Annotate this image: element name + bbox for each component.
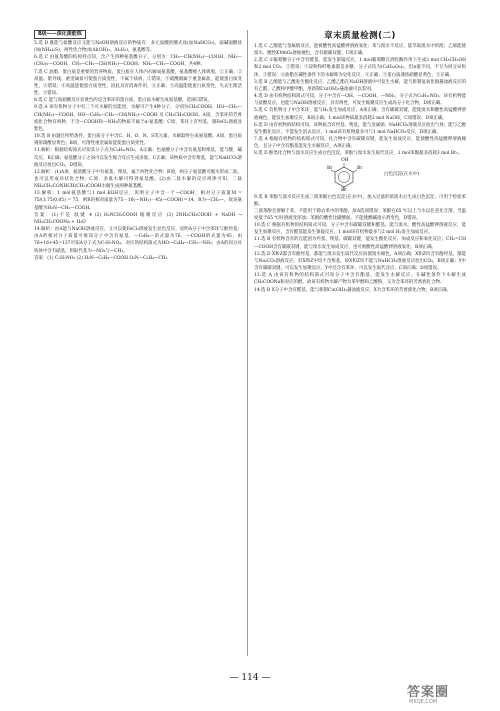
tribromophenol-structure [254, 158, 466, 194]
br-label-right: Br [357, 165, 363, 171]
answer-paragraph: 8.选 C 能与浓硝酸反应显黄色的是含苯环的蛋白质，蛋白质水解生成氨基酸，选项C错误。 [34, 98, 213, 104]
answer-paragraph: 12.解析：(1)A项，氨基酸分子中有氨基、羧基，属于两性化合物；B项，两分子氨基酸可脱水形成二肽，也可以形成环状化合物；C项，多肽水解可得到氨基酸。(2)由二肽水解的反应规律可知，二肽NH₂CH₂CONHCH(CH₃)COOH水解生成两种氨基酸。 [34, 169, 242, 190]
answer-paragraph: 4.选 D 由有机物结构简式可知，分子中含有—OH、—COOH、—NH₂，分子式为C₉H₁₁NO₃，该有机物能与盐酸反应，也能与NaOH溶液反应，具有两性，可发生缩聚反应生成高分子化合物，D项正确。 [254, 94, 466, 107]
left-column [34, 30, 242, 660]
right-column [254, 30, 466, 660]
benzene-ring [335, 167, 353, 187]
answer-paragraph: 11.解析：根据结构简式可知其分子式为C₉H₁₁NO₂，A正确；色氨酸分子中含有氨基和羧基，能与酸、碱反应，B正确；氨基酸分子之间可以发生缩合反应生成多肽，C正确；该物质中含有羧基，能与NaHCO₃溶液反应放出CO₂，D错误。 [34, 148, 242, 168]
precipitate-note: 白色沉淀(在水中) [384, 171, 420, 177]
chapter-title: 章末质量检测(二) [324, 31, 396, 41]
answer-paragraph: 三溴苯酚会溶解于苯，不能用于除去苯中的苯酚，故A选项错误；苯酚在65 ℃以上与水以任意比互溶，当温度低于65 ℃时溶液变浑浊；苯酚的酸性比碳酸弱，不能使酸碱指示剂变色，D错误。 [254, 208, 466, 221]
answer-paragraph: 10.选 C 根据有机物的结构简式可知，分子中含有碳碳双键和醛基，能与溴水、酸性高锰酸钾溶液反应，能发生加聚反应，含有醛基能发生银镜反应，1 mol该有机物最多与2 mol H₂发生加成反应。 [254, 223, 466, 236]
answer-paragraph: 1.选 C 乙醇能与金属钠反应，能被酸性高锰酸钾溶液氧化；苯与溴水不反应，能萃取溴水中的溴；乙烯能使溴水、酸性KMnO₄溶液褪色，含有碳碳双键，C项正确。 [254, 44, 466, 57]
aromatic-circle [339, 171, 350, 182]
answer-paragraph: 14.选 B X分子中含有醛基，能与新制Cu(OH)₂悬浊液反应，X为含苯环的芳香族化合物，B项正确。 [254, 287, 452, 293]
br-label-bottom: Br [341, 187, 347, 193]
answer-paragraph: 11.选 B 有机物含有的官能团为羟基、羧基、碳碳双键，能发生酯化反应、加成反应和氧化反应；CH₂=CH—COOH含有碳碳双键，能与溴水发生加成反应，也可被酸性高锰酸钾溶液氧化，B项正确。 [254, 237, 466, 250]
answer-paragraph: 5.选 C 有机物分子中含苯环，能与H₂发生加成反应；A项正确；含有碳碳双键，能使溴水和酸性高锰酸钾溶液褪色，能发生加聚反应，B项正确；1 mol该物质最多消耗2 mol NaOH，C项错误；D项正确。 [254, 108, 466, 121]
answer-paragraph: 3.选 B 乙醇能与乙酸发生酯化反应，乙酸乙酯在NaOH溶液中可发生水解，能与新制氢氧化铜悬浊液反应的有乙醛、乙酸和甲酸甲酯，用新制Cu(OH)₂悬浊液可以鉴别。 [254, 79, 466, 92]
answer-paragraph: 6.选 D 由有机物的结构可知，该物质含有羟基、羧基，能与金属钠、NaHCO₃溶液反应放出气体；能与乙醇发生酯化反应，不能发生消去反应，1 mol该有机物最多可与1 mol NaHCO₃反应，D项正确。 [254, 122, 466, 135]
answer-paragraph: 9.选 B 苯酚与溴水反应生成三溴苯酚白色沉淀(在水中)，加入过量的浓溴水后生成白色沉淀，可用于检验苯酚。 [254, 194, 466, 207]
answer-paragraph: 13.解析：1 mol氨基酸与1 mol KOH反应，说明分子中含一个—COOH，相对分子质量M = 75/(3.75/0.05) = 75，则R的相对质量为75－16(—NH₂)－45(—COOH)＝14，R为—CH₂—，故该氨基酸为H₂N—CH₂—COOH。 [34, 191, 242, 211]
answer-paragraph: 13.选 A 由该有机物的结构简式可知分子中含有酯基，能发生水解反应，在碱性条件下水解生成CH₃COONa和对应的醇，故该有机物水解产物为苯甲醇和乙酸钠，又为含苯环的芳香族化合物。 [254, 273, 466, 286]
answer-paragraph: 7.选 C 油脂、蛋白质是重要的营养物质，蛋白质在人体内水解成氨基酸，氨基酸被人体吸收，①正确；②高温、紫外线、重金属盐可使蛋白质变性，不属于盐析，②错误；③硫酸铜属于重金属盐，能使蛋白质变性，③错误；④高温能使蛋白质变性，因此具有消毒作用，④正确；⑤高温能使蛋白质变性，失去生理活性，⑤错误。 [34, 69, 242, 97]
page-number: — 114 — [229, 673, 271, 683]
watermark-url: MXQE.COM [409, 699, 438, 705]
answer-paragraph: 6.选 C 由氨基酸的结构特点知，含产生四种氨基酸分子，分别为：CH₃—CH(NH₂)—COOH，NH₂—(CH₂)₂—COOH，CH₃—CH₂—CH(NH₂)—COOH，NH₂—CH₂—COOH，共4种。 [34, 55, 242, 68]
answer-paragraph: 7.选 A 根据有机物的结构简式可知，化合物中含有碳碳双键，能发生加成反应，能使酸性高锰酸钾溶液褪色，且分子中含有酯基能发生水解反应，A项正确。 [254, 137, 466, 150]
answer-paragraph: 5.选 D 既能与盐酸反应又能与NaOH溶液反应的物质有：多元弱酸的酸式盐(如NaHCO₃)，弱碱弱酸盐(如(NH₄)₂S)，两性化合物(如Al(OH)₃、Al₂O₃)，氨基酸等。 [34, 41, 242, 54]
oh-label: OH [341, 157, 349, 163]
answer-paragraph: 9.选 A 该有机物分子中有三个可水解的官能团，水解可产生4种分子，分别为CH₃COOH、HO—CH₂—CH(NH₂)—COOH、HO—C₆H₄—CH₂—CH(NH₂)—COOH 及 CH₃CH₂COOH。A项，含苯环的芳香族化合物有两种，不含—COOH和—NH₂的物质不属于α-氨基酸；C项，苯环上有羟基，遇FeCl₃溶液显紫色。 [34, 105, 242, 132]
answer-paragraph: 2.选 C ①葡萄糖分子中含有醛基，能发生银镜反应，1 mol葡萄糖在酒化酶作用下生成2 mol CH₃CH₂OH和2 mol CO₂，②错误；③淀粉和纤维素都是多糖，分子式均为(C₆H₁₀O₅)ₙ，但n值不同，不互为同分异构体，③错误；④油脂在碱性条件下的水解称为皂化反应，④正确；⑤蛋白质遇浓硝酸显黄色，⑤正确。 [254, 58, 466, 78]
answer-paragraph: 8.选 D 酚类化合物与溴水反应生成白色沉淀，苯酚与溴水发生取代反应，1 mol苯酚最多消耗3 mol Br₂。 [254, 151, 463, 157]
answer-paragraph: 答案：(1)不是 肽键 4 (2) H₂NCH₂COOH 缩聚反应 (3) 2NH₂CH₂COOH + NaOH → NH₂CH₂COONa + H₂O [34, 212, 242, 225]
site-watermark-logo [407, 681, 497, 711]
column-divider [247, 30, 248, 656]
answer-paragraph: 答案：(1) C₇H₇NO₃ (2) H₂N—C₆H₄—COOH O₂N—C₆H₄—CH₃ [34, 255, 168, 261]
watermark-text: 答案圈 [407, 685, 450, 700]
section-tag: B级——深化提能练 [34, 30, 86, 39]
br-label-left: Br [327, 165, 333, 171]
answer-paragraph: 14.解析：由A能与NaOH溶液反应，又可以使FeCl₃溶液发生显色反应，说明A分子中含苯环与酚羟基；由A的相对分子质量可推知分子中含有氨基，—C₆H₄—的式量为76，—COOH的式量为45，由76+16+45=137可知A分子式为C₇H₇NO₃，对应的结构简式为HO—C₆H₄—CH₂—NH₂；由A的同分异构体中含有硝基，则取代基为—NO₂与—CH₃。 [34, 227, 242, 254]
answer-paragraph: 10.选 B 由题目所给条件，蛋白质分子中含C、H、O、N、S等元素，水解最终生成氨基酸。A项，蛋白质遇浓硝酸显黄色；B项，可溶性重金属盐能使蛋白质变性。 [34, 134, 242, 147]
answer-paragraph: 12.选 D X和Z都含有酚羟基，都能与溴水发生取代反应而使溴水褪色，A项正确；X和Z均含有酚羟基，都能与Na₂CO₃溶液反应，但X和Z中均不含羧基，故X和Z均不能与NaHCO₃溶液反应放出CO₂，B项正确；Y中含有碳碳双键，可以发生加聚反应，Y中还含有苯环，可以发生取代反应，C项正确；D项错误。 [254, 251, 466, 272]
